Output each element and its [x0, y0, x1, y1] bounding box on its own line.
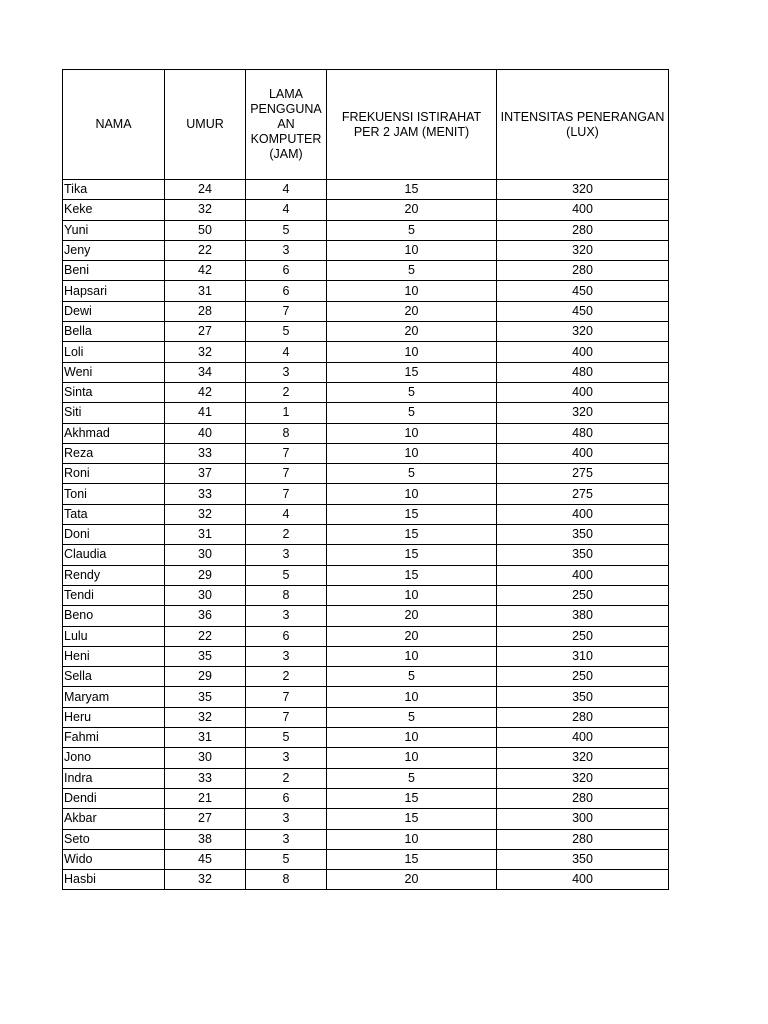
- cell-intensitas: 280: [497, 788, 669, 808]
- cell-lama: 2: [246, 525, 327, 545]
- cell-frekuensi: 15: [327, 525, 497, 545]
- cell-lama: 5: [246, 728, 327, 748]
- cell-frekuensi: 5: [327, 220, 497, 240]
- table-row: [63, 200, 669, 220]
- cell-nama: Beno: [63, 606, 165, 626]
- cell-lama: 4: [246, 504, 327, 524]
- cell-frekuensi: 5: [327, 667, 497, 687]
- cell-nama: Dewi: [63, 301, 165, 321]
- cell-nama: Seto: [63, 829, 165, 849]
- table-row: [63, 585, 669, 605]
- cell-nama: Akhmad: [63, 423, 165, 443]
- cell-intensitas: 320: [497, 403, 669, 423]
- header-row: [63, 70, 669, 180]
- table-row: [63, 281, 669, 301]
- cell-intensitas: 350: [497, 525, 669, 545]
- table-row: [63, 301, 669, 321]
- cell-intensitas: 400: [497, 443, 669, 463]
- cell-lama: 4: [246, 342, 327, 362]
- cell-umur: 22: [165, 240, 246, 260]
- cell-nama: Doni: [63, 525, 165, 545]
- table-row: [63, 829, 669, 849]
- cell-frekuensi: 10: [327, 342, 497, 362]
- table-row: [63, 240, 669, 260]
- cell-frekuensi: 20: [327, 322, 497, 342]
- table-row: [63, 748, 669, 768]
- cell-frekuensi: 5: [327, 403, 497, 423]
- cell-nama: Sella: [63, 667, 165, 687]
- cell-intensitas: 350: [497, 687, 669, 707]
- cell-lama: 4: [246, 200, 327, 220]
- cell-intensitas: 275: [497, 464, 669, 484]
- cell-umur: 22: [165, 626, 246, 646]
- cell-umur: 42: [165, 261, 246, 281]
- cell-lama: 7: [246, 464, 327, 484]
- table-row: [63, 464, 669, 484]
- cell-intensitas: 250: [497, 626, 669, 646]
- cell-lama: 5: [246, 849, 327, 869]
- cell-frekuensi: 15: [327, 788, 497, 808]
- cell-nama: Tata: [63, 504, 165, 524]
- cell-intensitas: 450: [497, 301, 669, 321]
- cell-intensitas: 320: [497, 748, 669, 768]
- cell-nama: Hasbi: [63, 870, 165, 890]
- cell-lama: 3: [246, 362, 327, 382]
- cell-umur: 38: [165, 829, 246, 849]
- cell-lama: 6: [246, 788, 327, 808]
- cell-nama: Tendi: [63, 585, 165, 605]
- cell-umur: 35: [165, 646, 246, 666]
- cell-lama: 8: [246, 585, 327, 605]
- cell-frekuensi: 15: [327, 504, 497, 524]
- cell-intensitas: 350: [497, 545, 669, 565]
- cell-frekuensi: 10: [327, 646, 497, 666]
- cell-lama: 7: [246, 443, 327, 463]
- cell-umur: 33: [165, 443, 246, 463]
- table-row: [63, 809, 669, 829]
- table-row: [63, 342, 669, 362]
- cell-nama: Reza: [63, 443, 165, 463]
- cell-nama: Yuni: [63, 220, 165, 240]
- cell-intensitas: 280: [497, 261, 669, 281]
- cell-umur: 40: [165, 423, 246, 443]
- cell-frekuensi: 20: [327, 301, 497, 321]
- table-row: [63, 545, 669, 565]
- table-row: [63, 707, 669, 727]
- cell-lama: 5: [246, 220, 327, 240]
- cell-frekuensi: 5: [327, 261, 497, 281]
- cell-intensitas: 250: [497, 585, 669, 605]
- table-row: [63, 606, 669, 626]
- cell-intensitas: 320: [497, 768, 669, 788]
- cell-intensitas: 320: [497, 322, 669, 342]
- cell-umur: 33: [165, 484, 246, 504]
- cell-lama: 3: [246, 829, 327, 849]
- cell-frekuensi: 20: [327, 606, 497, 626]
- cell-nama: Toni: [63, 484, 165, 504]
- cell-intensitas: 400: [497, 870, 669, 890]
- table-row: [63, 382, 669, 402]
- cell-umur: 50: [165, 220, 246, 240]
- cell-intensitas: 300: [497, 809, 669, 829]
- cell-intensitas: 480: [497, 423, 669, 443]
- cell-intensitas: 320: [497, 180, 669, 200]
- cell-intensitas: 310: [497, 646, 669, 666]
- cell-frekuensi: 10: [327, 423, 497, 443]
- cell-umur: 45: [165, 849, 246, 869]
- cell-lama: 6: [246, 261, 327, 281]
- table-row: [63, 261, 669, 281]
- table-row: [63, 565, 669, 585]
- cell-umur: 36: [165, 606, 246, 626]
- cell-intensitas: 400: [497, 504, 669, 524]
- cell-intensitas: 380: [497, 606, 669, 626]
- cell-umur: 42: [165, 382, 246, 402]
- table-row: [63, 687, 669, 707]
- cell-umur: 28: [165, 301, 246, 321]
- cell-frekuensi: 10: [327, 443, 497, 463]
- table-row: [63, 322, 669, 342]
- cell-umur: 29: [165, 565, 246, 585]
- table-row: [63, 403, 669, 423]
- cell-umur: 29: [165, 667, 246, 687]
- table-header: [63, 70, 669, 180]
- cell-nama: Siti: [63, 403, 165, 423]
- table-row: [63, 525, 669, 545]
- cell-frekuensi: 10: [327, 829, 497, 849]
- cell-frekuensi: 10: [327, 748, 497, 768]
- cell-nama: Dendi: [63, 788, 165, 808]
- cell-nama: Hapsari: [63, 281, 165, 301]
- table-row: [63, 423, 669, 443]
- cell-umur: 35: [165, 687, 246, 707]
- cell-nama: Loli: [63, 342, 165, 362]
- cell-umur: 31: [165, 525, 246, 545]
- cell-umur: 30: [165, 545, 246, 565]
- cell-frekuensi: 10: [327, 687, 497, 707]
- table-row: [63, 504, 669, 524]
- cell-nama: Fahmi: [63, 728, 165, 748]
- cell-nama: Lulu: [63, 626, 165, 646]
- cell-frekuensi: 10: [327, 281, 497, 301]
- cell-intensitas: 450: [497, 281, 669, 301]
- cell-frekuensi: 5: [327, 464, 497, 484]
- table-row: [63, 788, 669, 808]
- cell-lama: 7: [246, 707, 327, 727]
- cell-lama: 3: [246, 606, 327, 626]
- cell-nama: Rendy: [63, 565, 165, 585]
- cell-umur: 32: [165, 870, 246, 890]
- cell-umur: 27: [165, 322, 246, 342]
- cell-intensitas: 275: [497, 484, 669, 504]
- cell-umur: 37: [165, 464, 246, 484]
- cell-intensitas: 400: [497, 342, 669, 362]
- cell-lama: 3: [246, 545, 327, 565]
- cell-frekuensi: 5: [327, 382, 497, 402]
- data-table: [62, 69, 669, 890]
- cell-intensitas: 280: [497, 707, 669, 727]
- cell-lama: 8: [246, 423, 327, 443]
- table-row: [63, 667, 669, 687]
- cell-umur: 32: [165, 200, 246, 220]
- cell-umur: 31: [165, 728, 246, 748]
- header-intensitas-penerangan: INTENSITAS PENERANGAN (LUX): [497, 70, 669, 180]
- header-umur: UMUR: [165, 70, 246, 180]
- cell-lama: 2: [246, 382, 327, 402]
- cell-umur: 21: [165, 788, 246, 808]
- cell-intensitas: 280: [497, 829, 669, 849]
- header-lama-penggunaan: LAMA PENGGUNA AN KOMPUTER (JAM): [246, 70, 327, 180]
- cell-intensitas: 250: [497, 667, 669, 687]
- cell-frekuensi: 15: [327, 180, 497, 200]
- cell-umur: 30: [165, 585, 246, 605]
- cell-umur: 34: [165, 362, 246, 382]
- cell-umur: 32: [165, 707, 246, 727]
- cell-frekuensi: 5: [327, 768, 497, 788]
- cell-nama: Jeny: [63, 240, 165, 260]
- cell-lama: 8: [246, 870, 327, 890]
- table-row: [63, 362, 669, 382]
- cell-intensitas: 400: [497, 200, 669, 220]
- cell-lama: 7: [246, 484, 327, 504]
- cell-intensitas: 280: [497, 220, 669, 240]
- table-row: [63, 220, 669, 240]
- cell-frekuensi: 15: [327, 809, 497, 829]
- table-row: [63, 180, 669, 200]
- cell-nama: Beni: [63, 261, 165, 281]
- cell-lama: 1: [246, 403, 327, 423]
- cell-lama: 6: [246, 281, 327, 301]
- cell-intensitas: 350: [497, 849, 669, 869]
- cell-intensitas: 400: [497, 382, 669, 402]
- cell-frekuensi: 5: [327, 707, 497, 727]
- cell-frekuensi: 20: [327, 870, 497, 890]
- cell-frekuensi: 20: [327, 626, 497, 646]
- cell-lama: 3: [246, 646, 327, 666]
- cell-lama: 2: [246, 768, 327, 788]
- cell-nama: Tika: [63, 180, 165, 200]
- cell-nama: Akbar: [63, 809, 165, 829]
- cell-frekuensi: 15: [327, 362, 497, 382]
- cell-nama: Roni: [63, 464, 165, 484]
- header-frekuensi-istirahat: FREKUENSI ISTIRAHAT PER 2 JAM (MENIT): [327, 70, 497, 180]
- cell-lama: 5: [246, 322, 327, 342]
- cell-frekuensi: 10: [327, 585, 497, 605]
- table-row: [63, 443, 669, 463]
- cell-frekuensi: 20: [327, 200, 497, 220]
- cell-umur: 32: [165, 504, 246, 524]
- cell-umur: 33: [165, 768, 246, 788]
- cell-lama: 5: [246, 565, 327, 585]
- cell-umur: 30: [165, 748, 246, 768]
- cell-frekuensi: 10: [327, 240, 497, 260]
- cell-nama: Claudia: [63, 545, 165, 565]
- cell-lama: 4: [246, 180, 327, 200]
- cell-lama: 7: [246, 301, 327, 321]
- cell-frekuensi: 15: [327, 849, 497, 869]
- cell-lama: 2: [246, 667, 327, 687]
- cell-frekuensi: 15: [327, 565, 497, 585]
- table-row: [63, 646, 669, 666]
- cell-nama: Keke: [63, 200, 165, 220]
- table-row: [63, 728, 669, 748]
- cell-nama: Heni: [63, 646, 165, 666]
- cell-umur: 41: [165, 403, 246, 423]
- cell-umur: 24: [165, 180, 246, 200]
- cell-nama: Heru: [63, 707, 165, 727]
- cell-intensitas: 320: [497, 240, 669, 260]
- cell-nama: Jono: [63, 748, 165, 768]
- cell-nama: Wido: [63, 849, 165, 869]
- cell-intensitas: 400: [497, 565, 669, 585]
- table-row: [63, 870, 669, 890]
- table-row: [63, 626, 669, 646]
- cell-nama: Weni: [63, 362, 165, 382]
- cell-intensitas: 400: [497, 728, 669, 748]
- cell-nama: Maryam: [63, 687, 165, 707]
- table-row: [63, 484, 669, 504]
- header-nama: NAMA: [63, 70, 165, 180]
- table-row: [63, 768, 669, 788]
- cell-frekuensi: 10: [327, 484, 497, 504]
- cell-nama: Indra: [63, 768, 165, 788]
- cell-lama: 3: [246, 748, 327, 768]
- cell-lama: 7: [246, 687, 327, 707]
- table-body: [63, 180, 669, 890]
- cell-intensitas: 480: [497, 362, 669, 382]
- cell-umur: 31: [165, 281, 246, 301]
- cell-nama: Sinta: [63, 382, 165, 402]
- cell-lama: 6: [246, 626, 327, 646]
- cell-lama: 3: [246, 809, 327, 829]
- cell-frekuensi: 10: [327, 728, 497, 748]
- table-row: [63, 849, 669, 869]
- cell-nama: Bella: [63, 322, 165, 342]
- cell-lama: 3: [246, 240, 327, 260]
- cell-umur: 27: [165, 809, 246, 829]
- cell-frekuensi: 15: [327, 545, 497, 565]
- cell-umur: 32: [165, 342, 246, 362]
